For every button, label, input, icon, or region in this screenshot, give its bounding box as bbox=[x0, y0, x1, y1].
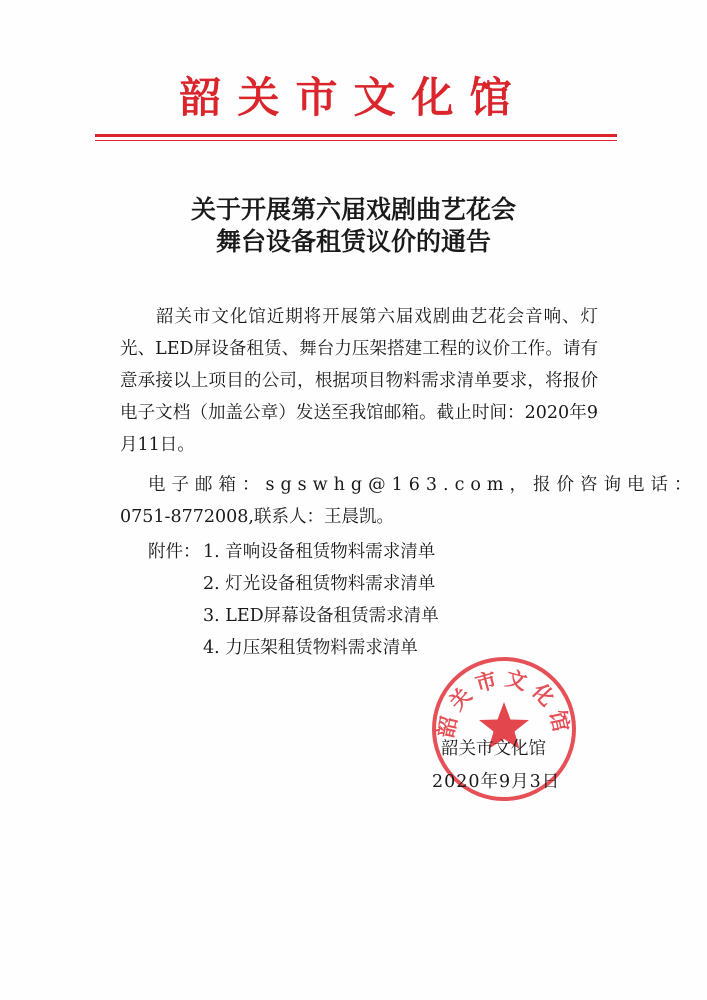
letterhead-rule-thin bbox=[95, 140, 617, 141]
svg-text:韶关市文化馆: 韶关市文化馆 bbox=[433, 666, 575, 740]
notice-paragraph: 韶关市文化馆近期将开展第六届戏剧曲艺花会音响、灯光、LED屏设备租赁、舞台力压架搭建工程的议价工作。请有意承接以上项目的公司，根据项目物料需求清单要求，将报价电子文档（加盖公章）发送至我馆邮箱。截止时间：2020年9月11日。 bbox=[120, 307, 598, 455]
notice-title-line2: 舞台设备租赁议价的通告 bbox=[215, 227, 491, 256]
contact-line-2: 0751-8772008,联系人：王晨凯。 bbox=[120, 507, 394, 527]
signature-date: 2020年9月3日 bbox=[432, 772, 561, 792]
notice-body bbox=[120, 301, 598, 461]
attachments-label: 附件： bbox=[148, 542, 201, 562]
contact-line-1: 电子邮箱：sgswhg@163.com，报价咨询电话： bbox=[148, 475, 698, 495]
attachment-item: 2. 灯光设备租赁物料需求清单 bbox=[203, 574, 436, 594]
attachment-item: 1. 音响设备租赁物料需求清单 bbox=[203, 542, 436, 562]
letterhead-org-name: 韶关市文化馆 bbox=[179, 73, 528, 122]
letterhead-rule-thick bbox=[95, 134, 617, 137]
notice-title-line1: 关于开展第六届戏剧曲艺花会 bbox=[190, 195, 516, 224]
attachment-item: 4. 力压架租赁物料需求清单 bbox=[203, 638, 418, 658]
attachment-item: 3. LED屏幕设备租赁需求清单 bbox=[203, 606, 439, 626]
signature-org: 韶关市文化馆 bbox=[441, 739, 546, 759]
